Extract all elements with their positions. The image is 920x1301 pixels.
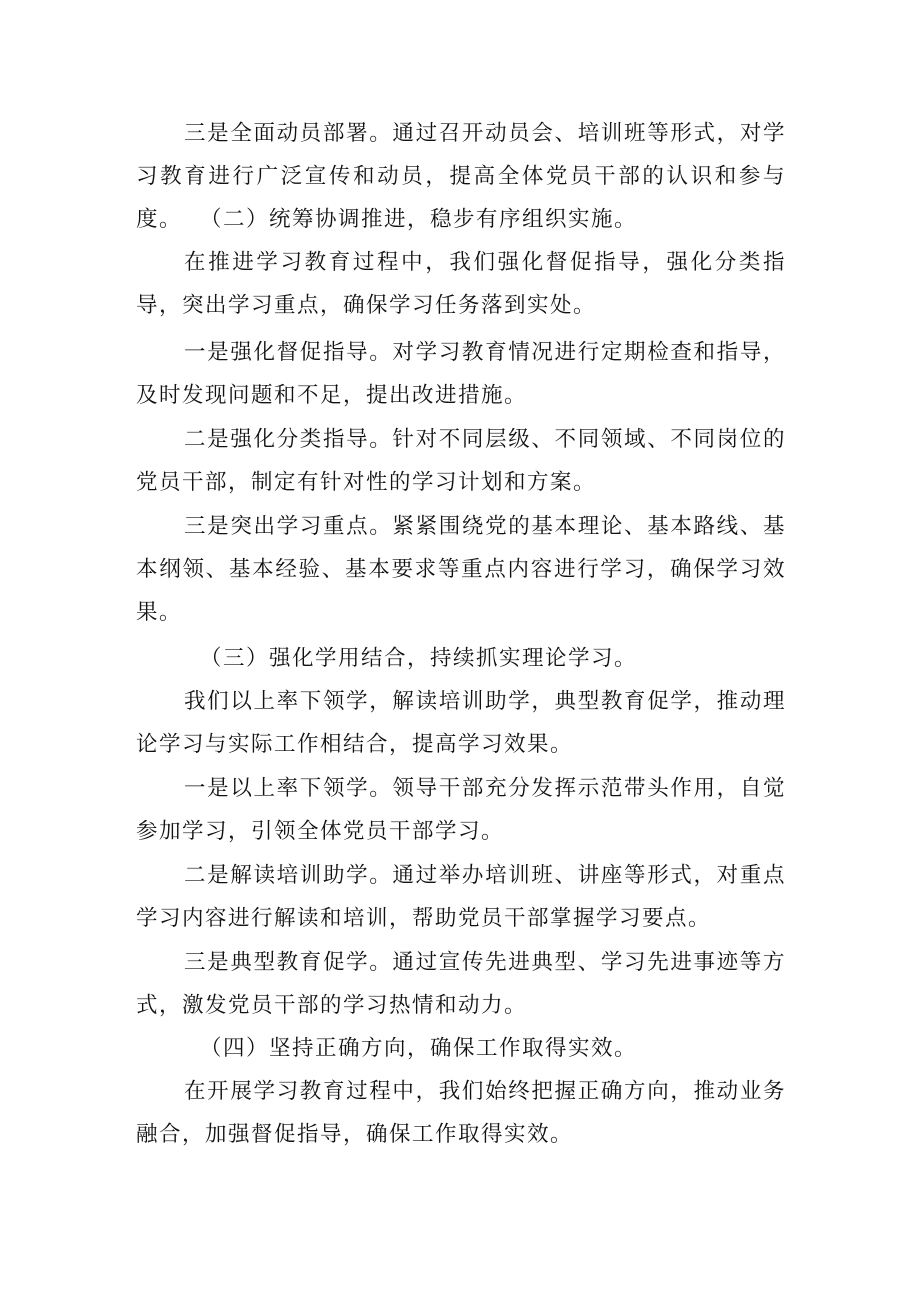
section-heading-3: （三）强化学用结合，持续抓实理论学习。 <box>200 646 638 671</box>
paragraph-study-intro: 我们以上率下领学，解读培训助学，典型教育促学，推动理论学习与实际工作相结合，提高学习效果。 <box>136 689 786 757</box>
paragraph-classification: 二是强化分类指导。针对不同层级、不同领域、不同岗位的党员干部，制定有针对性的学习计划和方案。 <box>136 427 786 495</box>
paragraph-leading-study: 一是以上率下领学。领导干部充分发挥示范带头作用，自觉参加学习，引领全体党员干部学习。 <box>136 776 786 844</box>
paragraph-mobilization: 三是全面动员部署。通过召开动员会、培训班等形式，对学习教育进行广泛宣传和动员，提高全体党员干部的认识和参与度。 <box>136 121 786 232</box>
paragraph-promotion-intro: 在推进学习教育过程中，我们强化督促指导，强化分类指导，突出学习重点，确保学习任务落到实处。 <box>136 250 786 318</box>
section-heading-2: （二）统筹协调推进，稳步有序组织实施。 <box>200 207 638 232</box>
paragraph-training: 二是解读培训助学。通过举办培训班、讲座等形式，对重点学习内容进行解读和培训，帮助党员干部掌握学习要点。 <box>136 863 786 931</box>
paragraph-typical-education: 三是典型教育促学。通过宣传先进典型、学习先进事迹等方式，激发党员干部的学习热情和动力。 <box>136 950 786 1018</box>
section-heading-4: （四）坚持正确方向，确保工作取得实效。 <box>200 1036 638 1061</box>
paragraph-key-points: 三是突出学习重点。紧紧围绕党的基本理论、基本路线、基本纲领、基本经验、基本要求等重点内容进行学习，确保学习效果。 <box>136 514 786 625</box>
paragraph-direction: 在开展学习教育过程中，我们始终把握正确方向，推动业务融合，加强督促指导，确保工作取得实效。 <box>136 1079 786 1147</box>
paragraph-supervision: 一是强化督促指导。对学习教育情况进行定期检查和指导，及时发现问题和不足，提出改进措施。 <box>136 340 786 408</box>
